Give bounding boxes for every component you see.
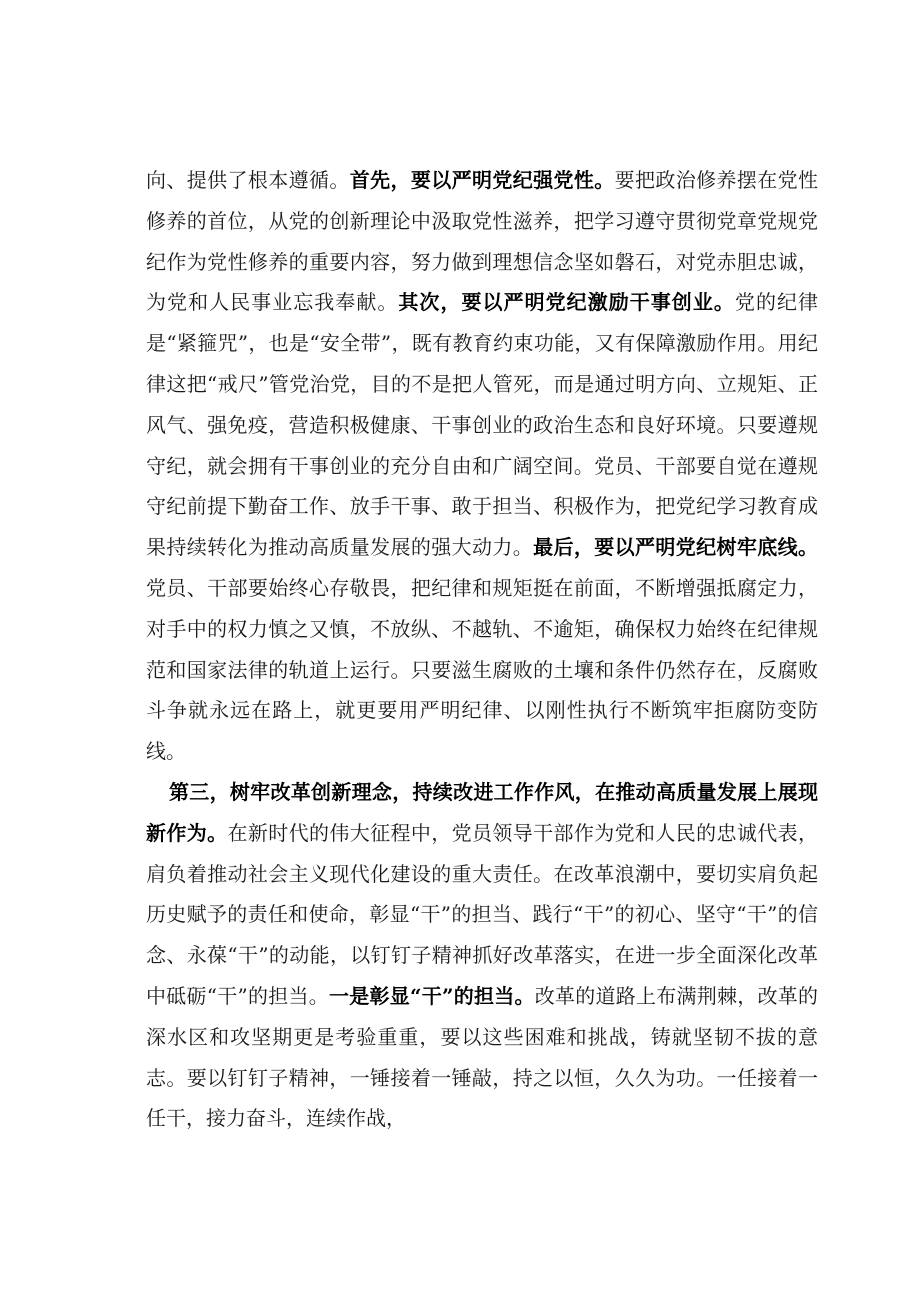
- bold-heading-one: 一是彰显“干”的担当。: [328, 983, 535, 1008]
- paragraph-discipline: [146, 160, 818, 772]
- paragraph-reform: [146, 772, 818, 1139]
- bold-heading-first: 首先，要以严明党纪强党性。: [349, 168, 615, 192]
- text-run: 党员、干部要始终心存敬畏，把纪律和规矩挺在前面，不断增强抵腐定力，对手中的权力慎之又慎，不放纵、不越轨、不逾矩，确保权力始终在纪律规范和国家法律的轨道上运行。只要滋生腐败的土壤和条件仍然存在，反腐败斗争就永远在路上，就更要用严明纪律、以刚性执行不断筑牢拒腐防变防线。: [146, 575, 818, 764]
- text-run: 向、提供了根本遵循。: [146, 168, 350, 192]
- text-run: 改革的道路上布满荆棘，改革的深水区和攻坚期更是考验重重，要以这些困难和挑战，铸就坚韧不拔的意志。要以钉钉子精神，一锤接着一锤敲，持之以恒，久久为功。一任接着一任干，接力奋斗，连续作战，: [146, 983, 819, 1131]
- section-heading-third: 第三，树牢改革创新理念，持续改进工作作风，在推动高质量发展上展现新作为。: [146, 780, 818, 845]
- bold-heading-last: 最后，要以严明党纪树牢底线。: [533, 535, 818, 560]
- text-run: 党的纪律是“紧箍咒”，也是“安全带”，既有教育约束功能，又有保障激励作用。用纪律这把“戒尺”管党治党，目的不是把人管死，而是通过明方向、立规矩、正风气、强免疫，营造积极健康、干事创业的政治生态和良好环境。只要遵规守纪，就会拥有干事创业的充分自由和广阔空间。党员、干部要自觉在遵规守纪前提下勤奋工作、放手干事、敢于担当、积极作为，把党纪学习教育成果持续转化为推动高质量发展的强大动力。: [146, 290, 819, 560]
- paragraph-text: [146, 160, 818, 772]
- paragraph-text: [146, 772, 818, 1139]
- text-run: 在新时代的伟大征程中，党员领导干部作为党和人民的忠诚代表，肩负着推动社会主义现代化建设的重大责任。在改革浪潮中，要切实肩负起历史赋予的责任和使命，彰显“干”的担当、践行“干”的初心、坚守“干”的信念、永葆“干”的动能，以钉钉子精神抓好改革落实，在进一步全面深化改革中砥砺“干”的担当。: [146, 820, 818, 1008]
- text-run: 要把政治修养摆在党性修养的首位，从党的创新理论中汲取党性滋养，把学习遵守贯彻党章党规党纪作为党性修养的重要内容，努力做到理想信念坚如磐石，对党赤胆忠诚，为党和人民事业忘我奉献。: [146, 168, 818, 315]
- bold-heading-second: 其次，要以严明党纪激励干事创业。: [398, 290, 735, 315]
